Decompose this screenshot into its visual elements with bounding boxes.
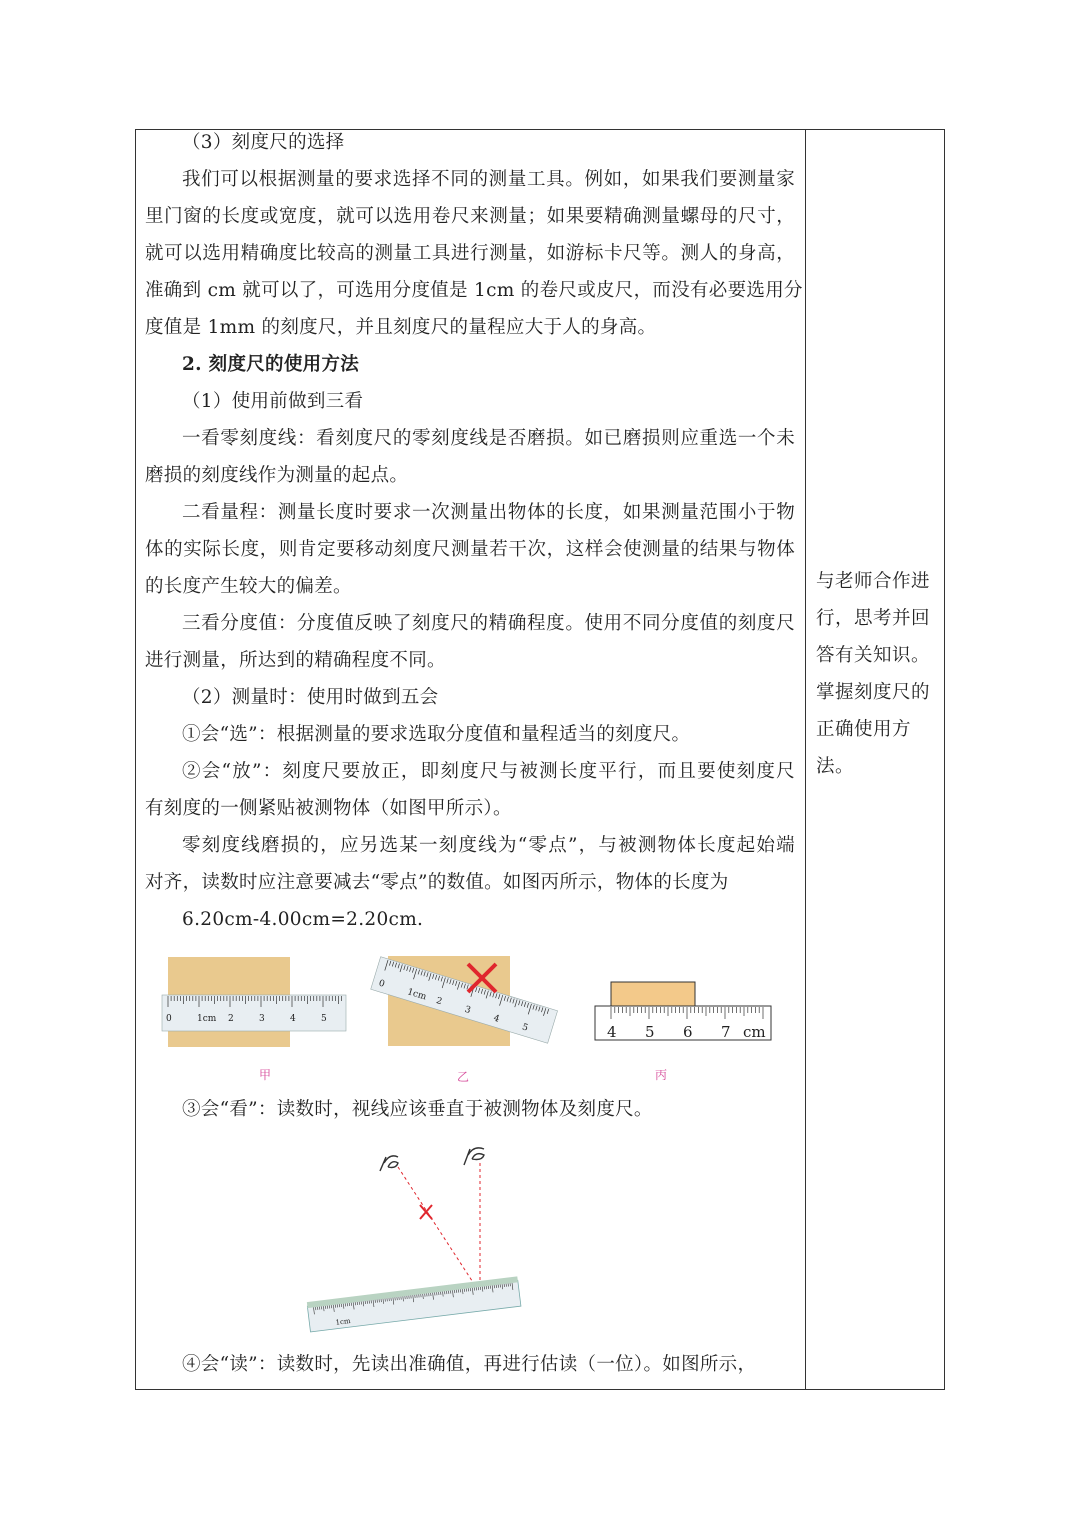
eye-icon	[380, 1156, 398, 1171]
oblique-sight-line	[398, 1167, 478, 1290]
svg-text:0: 0	[166, 1014, 172, 1024]
svg-text:cm: cm	[743, 1023, 766, 1041]
svg-text:1cm: 1cm	[406, 987, 428, 1003]
caption-yi: 乙	[457, 1070, 470, 1084]
paragraph-line: 就可以选用精确度比较高的测量工具进行测量，如游标卡尺等。测人的身高，	[145, 243, 795, 264]
figure-bing	[593, 980, 775, 1044]
paragraph-line: 准确到 cm 就可以了，可选用分度值是 1cm 的卷尺或皮尺，而没有必要选用分	[145, 280, 803, 301]
figure-jia	[160, 955, 350, 1050]
svg-text:2: 2	[434, 996, 444, 1008]
svg-text:1cm: 1cm	[197, 1014, 217, 1024]
svg-text:3: 3	[463, 1004, 472, 1017]
column-divider	[805, 129, 806, 1390]
svg-text:4: 4	[492, 1013, 501, 1025]
measured-block	[611, 982, 695, 1006]
svg-text:3: 3	[259, 1014, 265, 1024]
side-note-line: 掌握刻度尺的	[816, 682, 931, 703]
svg-text:7: 7	[721, 1023, 731, 1041]
side-note-line: 法。	[816, 756, 855, 777]
paragraph-line: 三看分度值：分度值反映了刻度尺的精确程度。使用不同分度值的刻度尺	[182, 613, 795, 634]
paragraph-line: ②会“放”：刻度尺要放正，即刻度尺与被测长度平行，而且要使刻度尺	[182, 761, 795, 782]
svg-text:5: 5	[645, 1023, 655, 1041]
svg-text:6: 6	[683, 1023, 693, 1041]
paragraph-line: 磨损的刻度线作为测量的起点。	[145, 465, 409, 486]
paragraph-line: 里门窗的长度或宽度，就可以选用卷尺来测量；如果要精确测量螺母的尺寸，	[145, 206, 795, 227]
svg-text:0: 0	[377, 978, 386, 990]
paragraph-line: 对齐，读数时应注意要减去“零点”的数值。如图丙所示，物体的长度为	[145, 872, 729, 893]
svg-text:2: 2	[228, 1014, 234, 1024]
cross-mark-icon	[420, 1205, 432, 1219]
paragraph-line: 进行测量，所达到的精确程度不同。	[145, 650, 446, 671]
side-note-line: 行，思考并回	[816, 608, 931, 629]
side-note-line: 答有关知识。	[816, 645, 931, 666]
paragraph-line: ①会“选”：根据测量的要求选取分度值和量程适当的刻度尺。	[182, 724, 691, 745]
subheading-three-checks: （1）使用前做到三看	[182, 391, 364, 412]
paragraph-line: 体的实际长度，则肯定要移动刻度尺测量若干次，这样会使测量的结果与物体	[145, 539, 795, 560]
subheading-ruler-choice: （3）刻度尺的选择	[182, 132, 345, 153]
svg-text:4: 4	[290, 1014, 296, 1024]
svg-text:5: 5	[321, 1014, 327, 1024]
eye-icon	[464, 1148, 484, 1165]
caption-bing: 丙	[655, 1068, 668, 1082]
svg-text:1cm: 1cm	[335, 1317, 351, 1327]
formula-line: 6.20cm-4.00cm=2.20cm.	[182, 909, 424, 930]
paragraph-line: 的长度产生较大的偏差。	[145, 576, 352, 597]
caption-jia: 甲	[259, 1068, 272, 1082]
paragraph-line: 我们可以根据测量的要求选择不同的测量工具。例如，如果我们要测量家	[182, 169, 795, 190]
section-heading: 2. 刻度尺的使用方法	[182, 354, 360, 375]
paragraph-line: 度值是 1mm 的刻度尺，并且刻度尺的量程应大于人的身高。	[145, 317, 657, 338]
paragraph-line: 二看量程：测量长度时要求一次测量出物体的长度，如果测量范围小于物	[182, 502, 795, 523]
side-note-line: 正确使用方	[816, 719, 912, 740]
figure-yi	[370, 950, 565, 1060]
svg-text:5: 5	[520, 1022, 530, 1034]
side-note-line: 与老师合作进	[816, 571, 931, 592]
paragraph-line: 有刻度的一侧紧贴被测物体（如图甲所示）。	[145, 798, 512, 819]
paragraph-line: 零刻度线磨损的，应另选某一刻度线为“零点”，与被测物体长度起始端	[182, 835, 795, 856]
paragraph-line: 一看零刻度线：看刻度尺的零刻度线是否磨损。如已磨损则应重选一个未	[182, 428, 795, 449]
paragraph-line: ④会“读”：读数时，先读出准确值，再进行估读（一位）。如图所示，	[182, 1354, 757, 1375]
paragraph-line: ③会“看”：读数时，视线应该垂直于被测物体及刻度尺。	[182, 1099, 653, 1120]
svg-text:4: 4	[607, 1023, 617, 1041]
subheading-five-skills: （2）测量时：使用时做到五会	[182, 687, 439, 708]
figure-line-of-sight	[300, 1145, 530, 1340]
